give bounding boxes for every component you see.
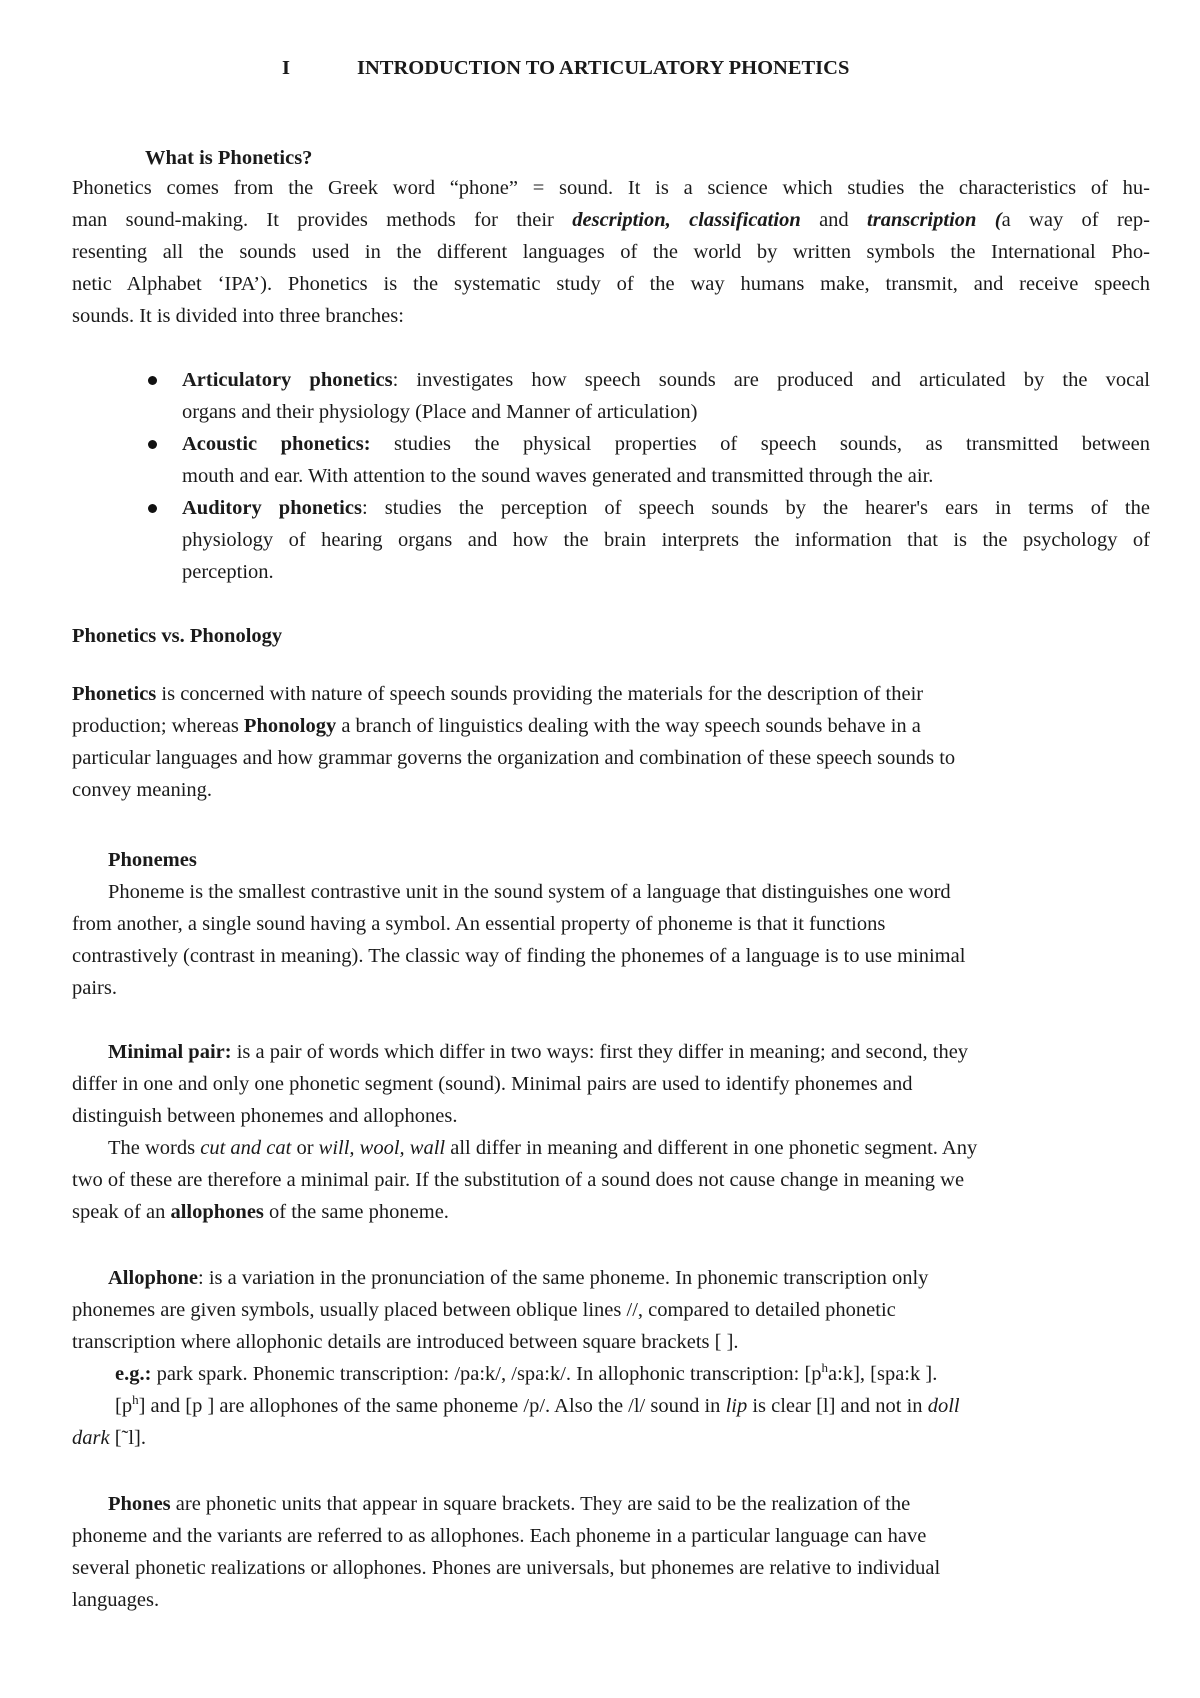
paragraph-line: man sound-making. It provides methods for their description, classification and transcription (a way of rep- [72, 209, 1150, 231]
paragraph-line: convey meaning. [72, 779, 213, 801]
heading-phonemes: Phonemes [108, 849, 197, 871]
paragraph-line: from another, a single sound having a symbol. An essential property of phoneme is that it functions [72, 913, 886, 935]
list-item-continuation: perception. [182, 561, 274, 583]
paragraph-line: speak of an allophones of the same phoneme. [72, 1201, 449, 1223]
list-item: Auditory phonetics: studies the perception of speech sounds by the hearer's ears in terms of the [182, 497, 1150, 519]
paragraph-line: transcription where allophonic details are introduced between square brackets [ ]. [72, 1331, 739, 1353]
heading-phonetics-vs-phonology: Phonetics vs. Phonology [72, 625, 283, 647]
list-item-continuation: mouth and ear. With attention to the sound waves generated and transmitted through the air. [182, 465, 934, 487]
bullet-icon [148, 440, 157, 449]
list-item-continuation: organs and their physiology (Place and Manner of articulation) [182, 401, 698, 423]
bullet-icon [148, 376, 157, 385]
paragraph-line: languages. [72, 1589, 160, 1611]
paragraph-line: sounds. It is divided into three branches: [72, 305, 404, 327]
paragraph-line: phoneme and the variants are referred to as allophones. Each phoneme in a particular language can have [72, 1525, 927, 1547]
paragraph-line: several phonetic realizations or allophones. Phones are universals, but phonemes are relative to individual [72, 1557, 941, 1579]
paragraph-line: Phonetics comes from the Greek word “phone” = sound. It is a science which studies the characteristics of hu- [72, 177, 1150, 199]
list-item: Acoustic phonetics: studies the physical properties of speech sounds, as transmitted between [182, 433, 1150, 455]
paragraph-line: The words cut and cat or will, wool, wall all differ in meaning and different in one phonetic segment. Any [108, 1137, 978, 1159]
paragraph-line: phonemes are given symbols, usually placed between oblique lines //, compared to detailed phonetic [72, 1299, 896, 1321]
paragraph-line: particular languages and how grammar governs the organization and combination of these speech sounds to [72, 747, 956, 769]
section-number: I [282, 57, 290, 79]
paragraph-line: netic Alphabet ‘IPA’). Phonetics is the systematic study of the way humans make, transmit, and receive speech [72, 273, 1150, 295]
example-line: dark [˜l]. [72, 1427, 147, 1449]
paragraph-line: differ in one and only one phonetic segment (sound). Minimal pairs are used to identify phonemes and [72, 1073, 913, 1095]
paragraph-line: pairs. [72, 977, 117, 999]
list-item-continuation: physiology of hearing organs and how the brain interprets the information that is the psychology of [182, 529, 1150, 551]
paragraph-line: Phonetics is concerned with nature of speech sounds providing the materials for the description of their [72, 683, 924, 705]
page-title: INTRODUCTION TO ARTICULATORY PHONETICS [357, 57, 850, 79]
paragraph-line: resenting all the sounds used in the different languages of the world by written symbols the International Pho- [72, 241, 1150, 263]
heading-what-is-phonetics: What is Phonetics? [145, 147, 313, 169]
paragraph-line: distinguish between phonemes and allophones. [72, 1105, 458, 1127]
example-line: e.g.: park spark. Phonemic transcription: /pa:k/, /spa:k/. In allophonic transcription: $[p^ha:k]$, [spa:k ]. [115, 1360, 938, 1385]
bullet-icon [148, 504, 157, 513]
list-item: Articulatory phonetics: investigates how speech sounds are produced and articulated by the vocal [182, 369, 1150, 391]
paragraph-line: contrastively (contrast in meaning). The classic way of finding the phonemes of a language is to use minimal [72, 945, 966, 967]
paragraph-line: production; whereas Phonology a branch of linguistics dealing with the way speech sounds behave in a [72, 715, 921, 737]
paragraph-line: Allophone: is a variation in the pronunciation of the same phoneme. In phonemic transcription only [108, 1267, 929, 1289]
paragraph-line: Minimal pair: is a pair of words which differ in two ways: first they differ in meaning; and second, they [108, 1041, 969, 1063]
example-line: $[p^h]$ and [p ] are allophones of the same phoneme /p/. Also the /l/ sound in lip is clear [l] and not in doll [115, 1392, 960, 1417]
paragraph-line: Phoneme is the smallest contrastive unit in the sound system of a language that distinguishes one word [108, 881, 951, 903]
paragraph-line: Phones are phonetic units that appear in square brackets. They are said to be the realization of the [108, 1493, 911, 1515]
paragraph-line: two of these are therefore a minimal pair. If the substitution of a sound does not cause change in meaning we [72, 1169, 965, 1191]
